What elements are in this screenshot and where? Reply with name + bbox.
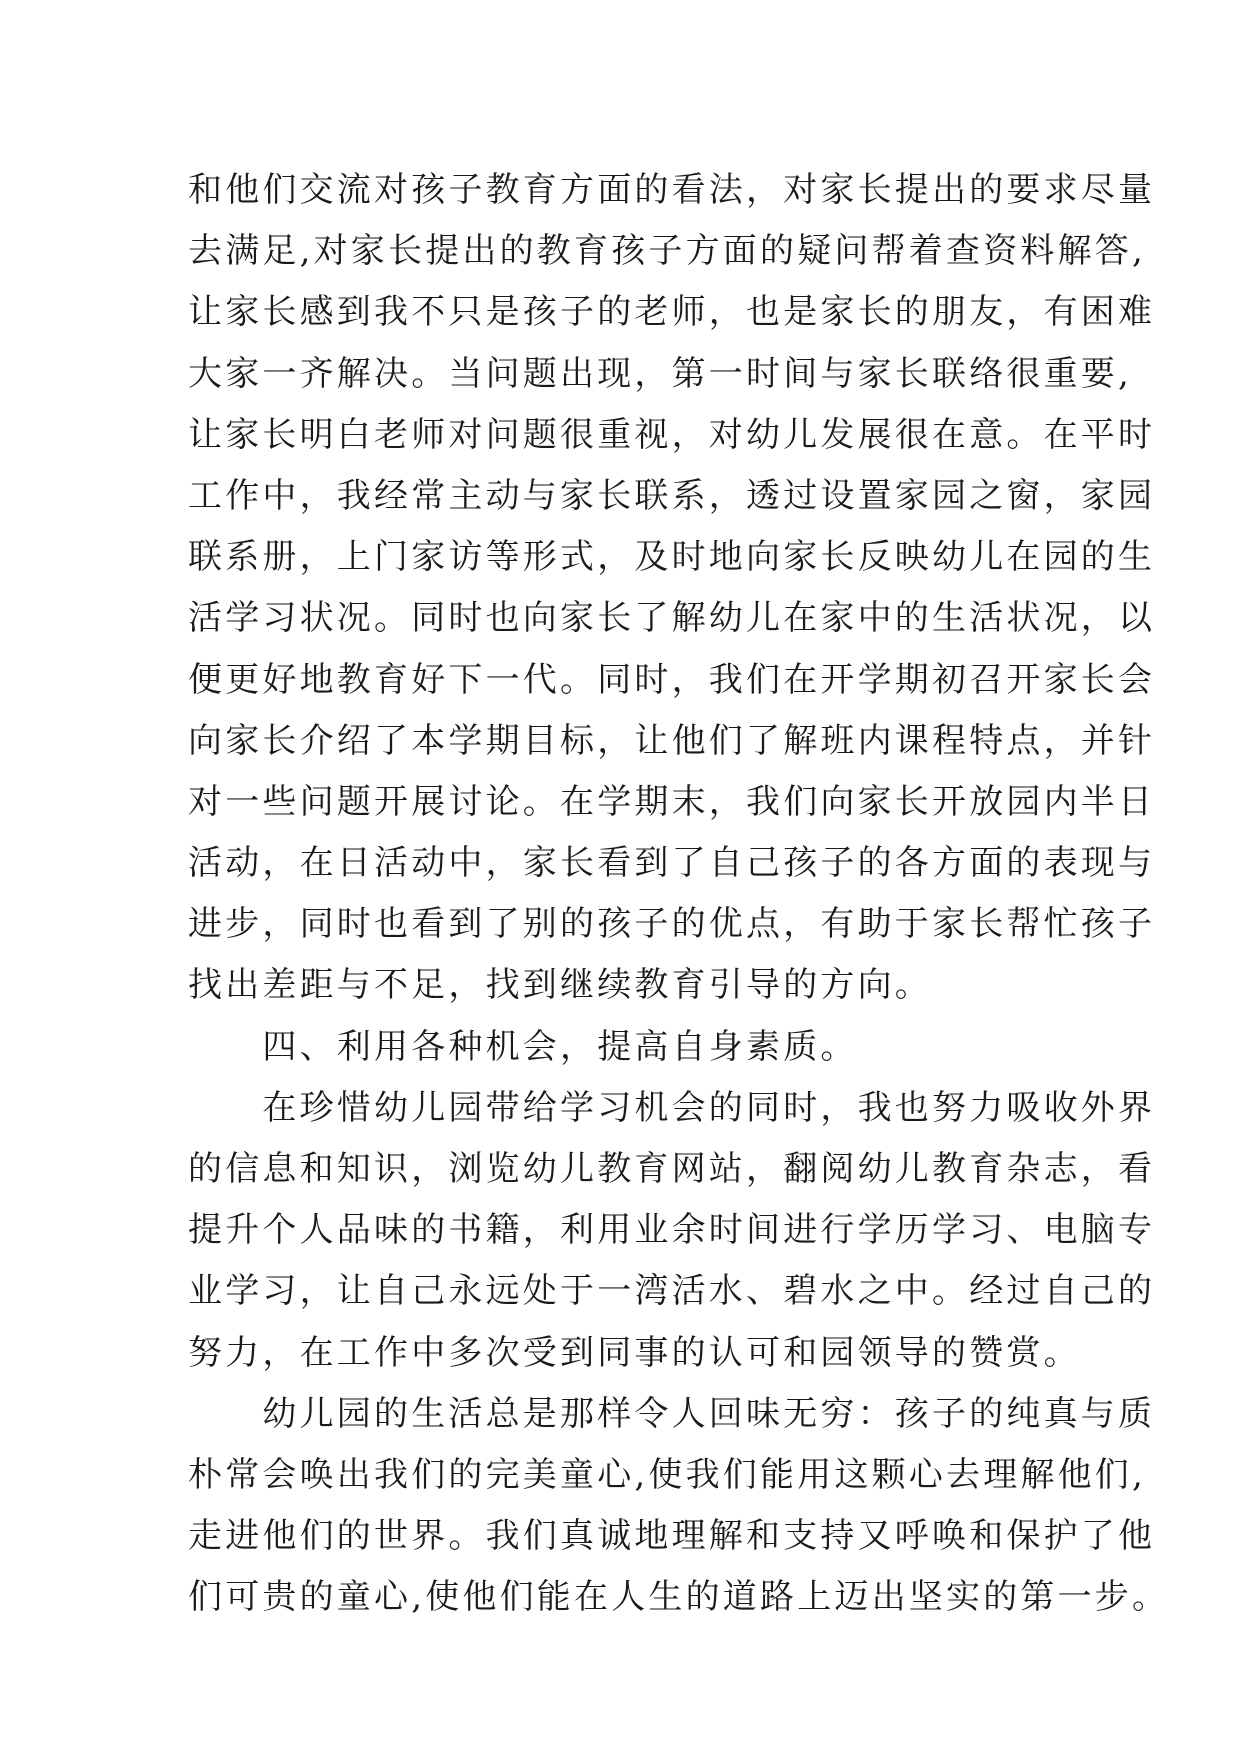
text-line: 进步，同时也看到了别的孩子的优点，有助于家长帮忙孩子 — [188, 904, 1156, 945]
text-line: 业学习，让自己永远处于一湾活水、碧水之中。经过自己的 — [188, 1271, 1156, 1312]
text-line: 让家长感到我不只是孩子的老师，也是家长的朋友，有困难 — [188, 292, 1156, 333]
text-line: 对一些问题开展讨论。在学期末，我们向家长开放园内半日 — [188, 781, 1156, 822]
text-line: 朴常会唤出我们的完美童心,使我们能用这颗心去理解他们, — [188, 1454, 1147, 1495]
section-heading: 四、利用各种机会，提高自身素质。 — [188, 1026, 858, 1067]
text-line: 提升个人品味的书籍，利用业余时间进行学历学习、电脑专 — [188, 1210, 1156, 1251]
text-line: 活学习状况。同时也向家长了解幼儿在家中的生活状况，以 — [188, 598, 1156, 639]
text-line: 们可贵的童心,使他们能在人生的道路上迈出坚实的第一步。 — [188, 1577, 1170, 1618]
text-line: 向家长介绍了本学期目标，让他们了解班内课程特点，并针 — [188, 720, 1156, 761]
text-line: 的信息和知识，浏览幼儿教育网站，翻阅幼儿教育杂志，看 — [188, 1149, 1156, 1189]
text-line: 让家长明白老师对问题很重视，对幼儿发展很在意。在平时 — [188, 414, 1156, 455]
text-line: 努力，在工作中多次受到同事的认可和园领导的赞赏。 — [188, 1332, 1081, 1373]
text-line: 工作中，我经常主动与家长联系，透过设置家园之窗，家园 — [188, 475, 1156, 516]
text-line: 活动，在日活动中，家长看到了自己孩子的各方面的表现与 — [188, 843, 1156, 884]
text-line: 找出差距与不足，找到继续教育引导的方向。 — [188, 965, 932, 1006]
body-text — [188, 160, 1170, 1629]
text-line: 便更好地教育好下一代。同时，我们在开学期初召开家长会 — [188, 659, 1156, 700]
text-line: 在珍惜幼儿园带给学习机会的同时，我也努力吸收外界 — [188, 1087, 1156, 1128]
text-line: 联系册，上门家访等形式，及时地向家长反映幼儿在园的生 — [188, 537, 1156, 578]
text-line: 去满足,对家长提出的教育孩子方面的疑问帮着查资料解答, — [188, 231, 1147, 272]
text-line: 大家一齐解决。当问题出现，第一时间与家长联络很重要, — [188, 353, 1133, 394]
text-line: 幼儿园的生活总是那样令人回味无穷：孩子的纯真与质 — [188, 1393, 1156, 1434]
text-line: 和他们交流对孩子教育方面的看法，对家长提出的要求尽量 — [188, 170, 1156, 210]
text-line: 走进他们的世界。我们真诚地理解和支持又呼唤和保护了他 — [188, 1516, 1156, 1557]
